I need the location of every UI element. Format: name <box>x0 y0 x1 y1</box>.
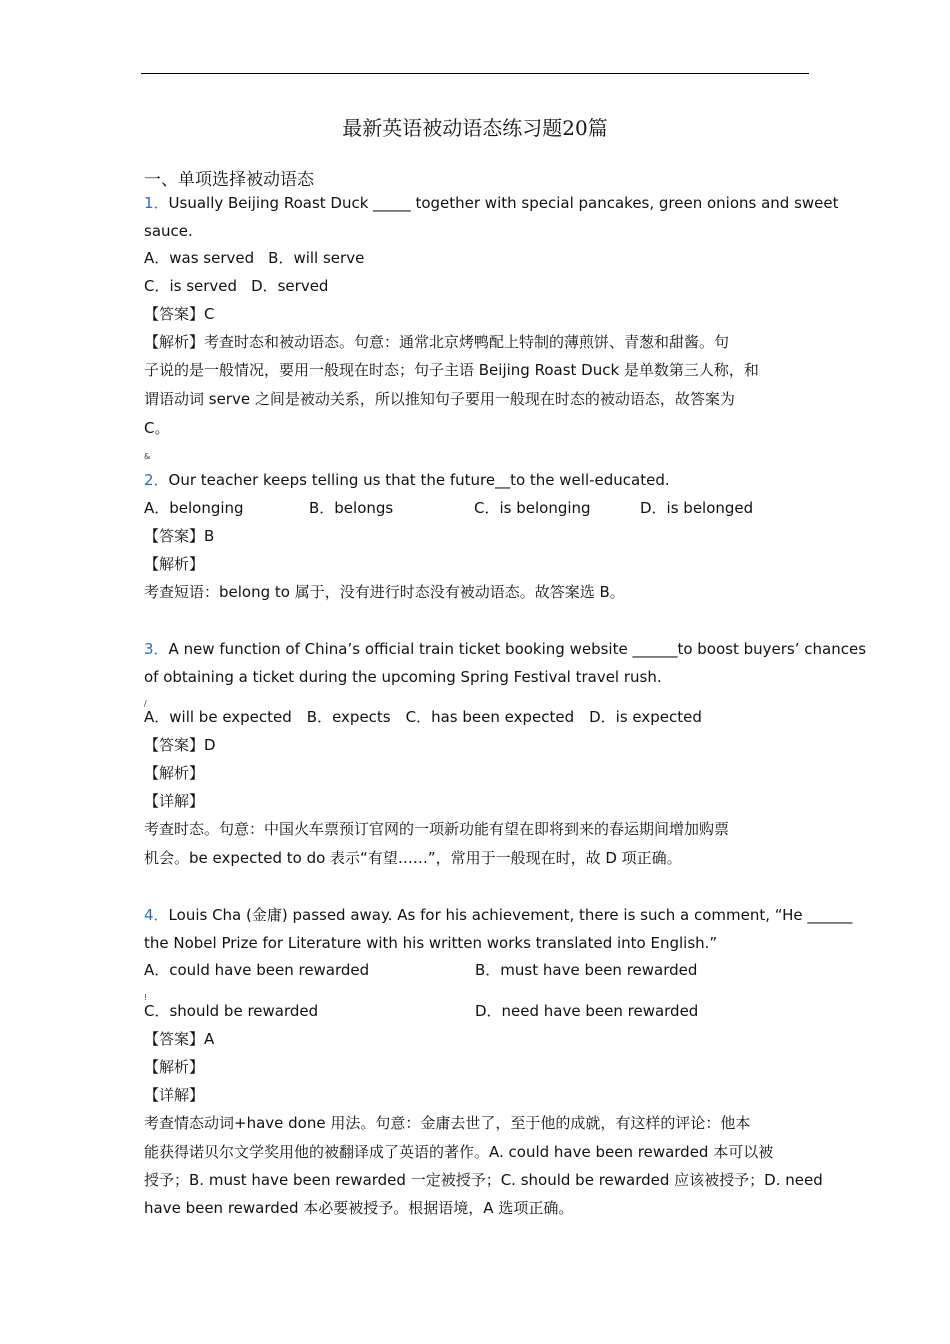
header-rule <box>141 73 809 74</box>
question-number: 3． <box>144 640 169 658</box>
question-2-stem: 2．Our teacher keeps telling us that the future__to the well-educated. <box>144 471 670 489</box>
option-b: B．must have been rewarded <box>475 961 698 979</box>
question-1-explanation-3: 谓语动词 serve 之间是被动关系，所以推知句子要用一般现在时态的被动语态，故答案为 <box>144 390 735 408</box>
stray-mark: ! <box>144 993 148 1002</box>
option-a: A．could have been rewarded <box>144 961 370 979</box>
option-d: D．need have been rewarded <box>475 1002 699 1020</box>
question-2-explanation: 考查短语：belong to 属于，没有进行时态没有被动语态。故答案选 B。 <box>144 583 625 601</box>
question-4-explanation-4: have been rewarded 本必要被授予。根据语境，A 选项正确。 <box>144 1199 574 1217</box>
question-2-answer: 【答案】B <box>144 527 215 545</box>
question-4-stem-cont: the Nobel Prize for Literature with his written works translated into English.” <box>144 934 718 952</box>
question-number: 1． <box>144 194 169 212</box>
question-3-stem: 3．A new function of China’s official train ticket booking website ______to boost buyers’ chances <box>144 640 867 658</box>
document-title: 最新英语被动语态练习题20篇 <box>342 116 608 140</box>
section-heading: 一、单项选择被动语态 <box>144 170 314 190</box>
stray-mark: & <box>144 452 151 461</box>
question-1-options-cd <box>144 276 328 296</box>
question-4-answer: 【答案】A <box>144 1030 215 1048</box>
question-4-explanation-1: 考查情态动词+have done 用法。句意：金庸去世了，至于他的成就，有这样的评论：他本 <box>144 1114 751 1132</box>
option-b: B．belongs <box>309 499 394 517</box>
question-4-analysis: 【解析】 <box>144 1058 205 1076</box>
option-b: B．will serve <box>268 249 365 267</box>
option-c: C．should be rewarded <box>144 1002 319 1020</box>
question-1-options-ab <box>144 248 364 268</box>
option-d: D．is belonged <box>640 499 754 517</box>
question-number: 4． <box>144 906 169 924</box>
question-1-explanation-4: C。 <box>144 419 170 437</box>
question-3-explanation-1: 考查时态。句意：中国火车票预订官网的一项新功能有望在即将到来的春运期间增加购票 <box>144 820 730 838</box>
option-a: A．was served <box>144 249 255 267</box>
option-b: B．expects <box>306 708 391 726</box>
option-d: D．served <box>251 277 329 295</box>
option-d: D．is expected <box>589 708 702 726</box>
question-3-explanation-2: 机会。be expected to do 表示“有望……”，常用于一般现在时，故 D 项正确。 <box>144 849 682 867</box>
question-3-options <box>144 707 702 727</box>
question-1-answer: 【答案】C <box>144 305 215 323</box>
question-number: 2． <box>144 471 169 489</box>
question-2-analysis: 【解析】 <box>144 555 205 573</box>
question-3-stem-cont: of obtaining a ticket during the upcoming Spring Festival travel rush. <box>144 668 662 686</box>
question-1-stem: 1．Usually Beijing Roast Duck _____ together with special pancakes, green onions and sweet <box>144 194 839 212</box>
question-4-stem: 4．Louis Cha (金庸) passed away. As for his achievement, there is such a comment, “He ______ <box>144 906 853 924</box>
stray-mark: / <box>144 699 147 708</box>
option-c: C．is belonging <box>474 499 591 517</box>
question-1-explanation-2: 子说的是一般情况，要用一般现在时态；句子主语 Beijing Roast Duck 是单数第三人称，和 <box>144 361 759 379</box>
question-3-detail: 【详解】 <box>144 792 205 810</box>
question-3-answer: 【答案】D <box>144 736 216 754</box>
question-4-detail: 【详解】 <box>144 1086 205 1104</box>
option-c: C．is served <box>144 277 238 295</box>
option-c: C．has been expected <box>405 708 575 726</box>
option-a: A．will be expected <box>144 708 292 726</box>
question-1-explanation-1: 【解析】考查时态和被动语态。句意：通常北京烤鸭配上特制的薄煎饼、青葱和甜酱。句 <box>144 333 730 351</box>
question-1-stem-cont: sauce. <box>144 222 193 240</box>
option-a: A．belonging <box>144 499 244 517</box>
question-4-explanation-3: 授予；B. must have been rewarded 一定被授予；C. should be rewarded 应该被授予；D. need <box>144 1171 823 1189</box>
question-4-explanation-2: 能获得诺贝尔文学奖用他的被翻译成了英语的著作。A. could have been rewarded 本可以被 <box>144 1143 774 1161</box>
question-3-analysis: 【解析】 <box>144 764 205 782</box>
